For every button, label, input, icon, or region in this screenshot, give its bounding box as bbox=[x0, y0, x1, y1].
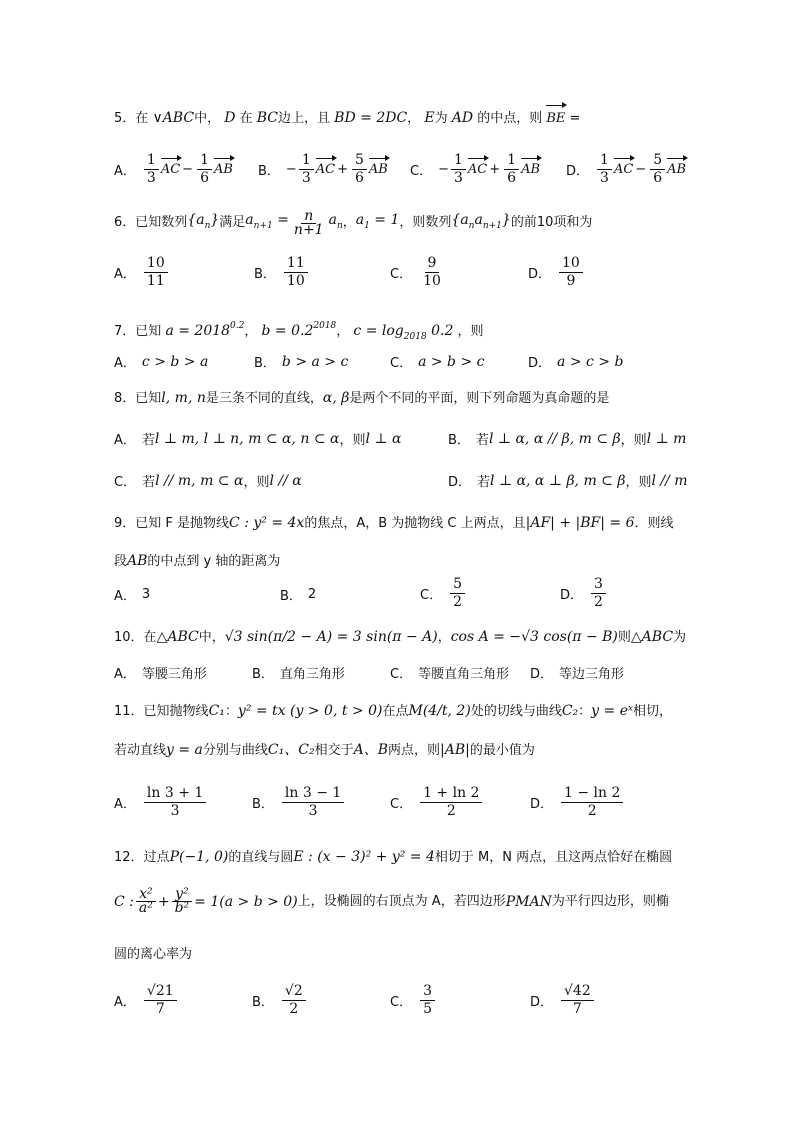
q11-stem-line1: 11．已知抛物线C₁：y² = tx (y > 0, t > 0)在点M(4/t, 2)处的切线与曲线C₂：y = eˣ相切， bbox=[114, 703, 672, 719]
q6-option-c[interactable]: C． $\frac{9}{10}$ bbox=[390, 255, 441, 289]
q5-option-a[interactable]: A． $\frac{1}{3}$ AC − $\frac{1}{6}$ AB bbox=[114, 152, 233, 186]
q11-option-b[interactable]: B． $\frac{\ln 3 - 1}{3}$ bbox=[252, 785, 346, 820]
q7-stem: 7．已知 $a = 2018^{0.2}$， $b = 0.2^{2018}$， $c = \log_{2018} 0.2$ ，则 bbox=[114, 321, 484, 342]
q12-option-d[interactable]: D． $\frac{√42}{7}$ bbox=[530, 983, 596, 1018]
q6-stem: 6． 已知数列 $\{a_n\}$ 满足 $a_{n+1}$ = $\frac{n}{n+1}$ $a_n$ ， $a_1 = 1$ ，则数列 $\{a_na_{n+1}\}$ 的前10项和为 bbox=[114, 207, 593, 238]
q11-option-c[interactable]: C． $\frac{1 + \ln 2}{2}$ bbox=[390, 785, 484, 820]
q8-option-d[interactable]: D． 若 l ⊥ α, α ⊥ β, m ⊂ β ，则 l // m bbox=[448, 472, 688, 490]
q10-option-b[interactable]: B． 直角三角形 bbox=[252, 667, 345, 682]
q8-option-b[interactable]: B． 若 l ⊥ α, α // β, m ⊂ β ，则 l ⊥ m bbox=[448, 430, 687, 448]
q10-option-c[interactable]: C． 等腰直角三角形 bbox=[390, 667, 510, 682]
vector-be: BE bbox=[546, 109, 565, 129]
q6-option-d[interactable]: D． $\frac{10}{9}$ bbox=[528, 255, 585, 290]
q11-option-d[interactable]: D． $\frac{1 - \ln 2}{2}$ bbox=[530, 785, 625, 820]
q9-option-b[interactable]: B． 2 bbox=[280, 587, 317, 604]
q11-option-a[interactable]: A． $\frac{\ln 3 + 1}{3}$ bbox=[114, 785, 208, 820]
q9-option-d[interactable]: D． $\frac{3}{2}$ bbox=[560, 576, 608, 611]
q12-stem-line2: C : $\frac{\text{x²}}{\text{a²}}$ + $\frac{\text{y²}}{\text{b²}}$ = 1(a > b > 0) 上，设椭圆的右顶点为 A，若四边形 PMAN 为平行四边形，则椭 bbox=[114, 886, 669, 916]
q5-option-d[interactable]: D． $\frac{1}{3}$ AC − $\frac{5}{6}$ AB bbox=[566, 152, 687, 186]
q10-stem: 10．在△ABC中，√3 sin(π/2 − A) = 3 sin(π − A)，cos A = −√3 cos(π − B)则△ABC为 bbox=[114, 629, 687, 645]
q12-stem-line1: 12．过点P(−1, 0)的直线与圆E : (x − 3)² + y² = 4相切于 M，N 两点，且这两点恰好在椭圆 bbox=[114, 849, 673, 865]
q5-option-c[interactable]: C． − $\frac{1}{3}$ AC + $\frac{1}{6}$ AB bbox=[410, 152, 541, 186]
q8-option-a[interactable]: A． 若 l ⊥ m, l ⊥ n, m ⊂ α, n ⊂ α ，则 l ⊥ α bbox=[114, 430, 402, 448]
q9-stem-line1: 9．已知 F 是抛物线C : y² = 4x的焦点，A，B 为抛物线 C 上两点，且|AF| + |BF| = 6．则线 bbox=[114, 515, 674, 531]
q10-option-d[interactable]: D． 等边三角形 bbox=[530, 667, 625, 682]
q7-option-c[interactable]: C． a > b > c bbox=[390, 353, 485, 371]
q9-option-a[interactable]: A． 3 bbox=[114, 587, 151, 604]
q5-stem: 5．在 ∨ABC中， D 在 BC边上，且 BD = 2DC， E为 AD 的中点，则 BE = bbox=[114, 108, 580, 129]
q6-option-b[interactable]: B． $\frac{11}{10}$ bbox=[254, 255, 310, 290]
q7-option-d[interactable]: D． a > c > b bbox=[528, 353, 624, 371]
q5-option-b[interactable]: B． − $\frac{1}{3}$ AC + $\frac{5}{6}$ AB bbox=[258, 152, 388, 186]
q8-stem: 8．已知l, m, n是三条不同的直线，α, β是两个不同的平面，则下列命题为真命题的是 bbox=[114, 390, 610, 406]
q8-option-c[interactable]: C． 若 l // m, m ⊂ α ，则 l // α bbox=[114, 472, 302, 490]
q9-option-c[interactable]: C． $\frac{5}{2}$ bbox=[420, 576, 467, 611]
q12-option-b[interactable]: B． $\frac{√2}{2}$ bbox=[252, 983, 308, 1018]
q7-option-a[interactable]: A． c > b > a bbox=[114, 353, 209, 371]
q12-option-c[interactable]: C． $\frac{3}{5}$ bbox=[390, 983, 437, 1018]
q6-option-a[interactable]: A． $\frac{10}{11}$ bbox=[114, 255, 170, 290]
q11-stem-line2: 若动直线y = a分别与曲线C₁、C₂相交于A、B两点，则|AB|的最小值为 bbox=[114, 742, 535, 758]
q9-stem-line2: 段AB的中点到 y 轴的距离为 bbox=[114, 553, 281, 569]
q10-option-a[interactable]: A． 等腰三角形 bbox=[114, 667, 207, 682]
q12-stem-line3: 圆的离心率为 bbox=[114, 947, 193, 962]
q7-option-b[interactable]: B． b > a > c bbox=[254, 353, 349, 371]
q12-option-a[interactable]: A． $\frac{√21}{7}$ bbox=[114, 983, 179, 1018]
